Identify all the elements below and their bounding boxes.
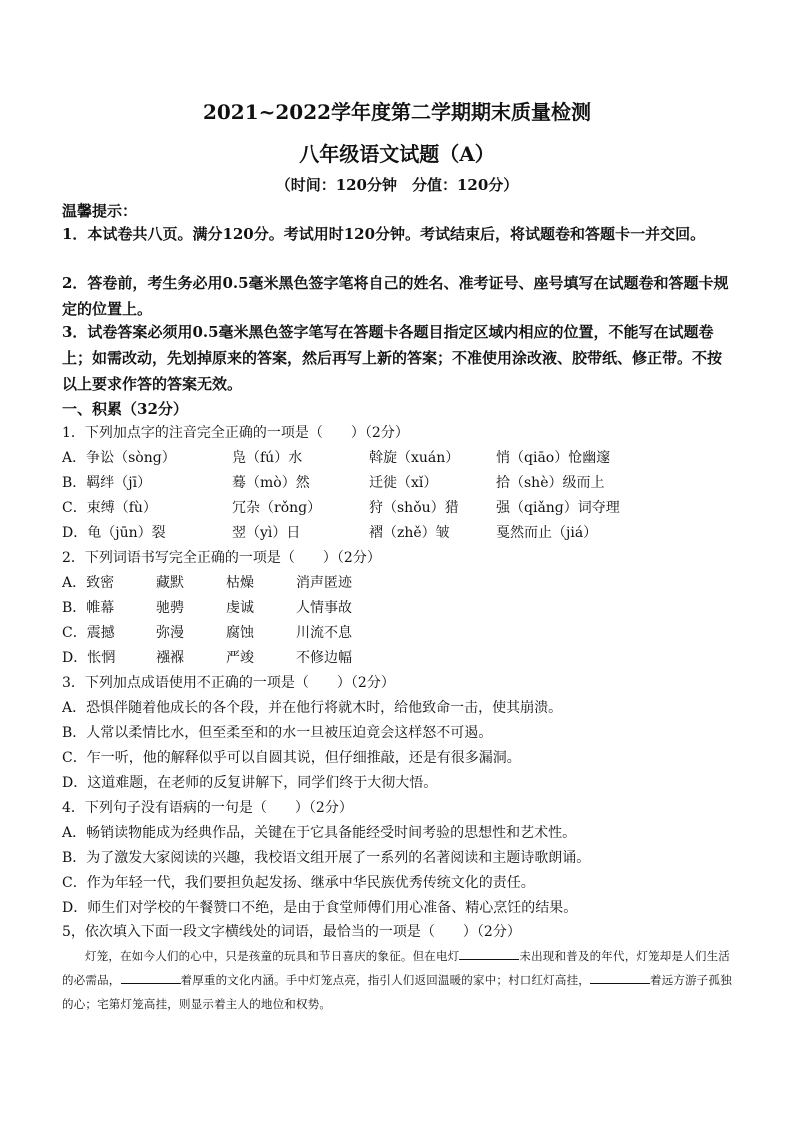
q1-option-cell: 翌（yì）日	[232, 525, 301, 541]
q2-option-cell: 弥漫	[156, 625, 184, 641]
q2-option-cell: 虔诚	[226, 600, 254, 616]
q4-stem: 4．下列句子没有语病的一句是（ ）（2分）	[62, 800, 353, 816]
q1-option-cell: 斡旋（xuán）	[369, 450, 460, 466]
passage-text: 未出现和普及的年代，灯笼却是人们生活的必需品，	[62, 949, 731, 987]
q2-option-cell: 腐蚀	[226, 625, 254, 641]
passage-text: 灯笼，在如今人们的心中，只是孩童的玩具和节日喜庆的象征。但在电灯	[85, 949, 460, 963]
tip-item-3: 3．试卷答案必须用0.5毫米黑色签字笔写在答题卡各题目指定区域内相应的位置，不能写在试题卷上；如需改动，先划掉原来的答案，然后再写上新的答案；不准使用涂改液、胶带纸、修正带。不按以上要求作答的答案无效。	[62, 323, 723, 393]
q1-option-cell: 狩（shǒu）猎	[369, 500, 459, 516]
q2-option-cell: A．致密	[62, 575, 115, 591]
q2-option-cell: 严竣	[226, 650, 254, 666]
q2-option-cell: 人情事故	[296, 600, 352, 616]
exam-title: 2021~2022学年度第二学期期末质量检测	[202, 100, 592, 124]
q5-passage	[62, 944, 734, 1016]
q1-option-cell: 冗杂（rǒnɡ）	[232, 500, 322, 516]
fill-blank-3	[590, 972, 650, 984]
q2-option-cell: 不修边幅	[296, 650, 352, 666]
q4-option: A．畅销读物能成为经典作品，关键在于它具备能经受时间考验的思想性和艺术性。	[62, 825, 577, 841]
q1-option-cell: D．龟（jūn）裂	[62, 525, 166, 541]
section-heading: 一、积累（32分）	[62, 400, 188, 418]
q2-stem: 2．下列词语书写完全正确的一项是（ ）（2分）	[62, 550, 381, 566]
q3-option: C．乍一听，他的解释似乎可以自圆其说，但仔细推敲，还是有很多漏洞。	[62, 750, 521, 766]
q4-option: C．作为年轻一代，我们要担负起发扬、继承中华民族优秀传统文化的责任。	[62, 875, 535, 891]
q2-option-cell: D．怅惘	[62, 650, 116, 666]
q1-option-cell: 拾（shè）级而上	[496, 475, 605, 491]
q2-option-cell: 枯燥	[226, 575, 254, 591]
passage-text: 着厚重的文化内涵。手中灯笼点亮，指引人们返回温暖的家中；村口红灯高挂，	[180, 973, 590, 987]
tip-item-2: 2．答卷前，考生务必用0.5毫米黑色签字笔将自己的姓名、准考证号、座号填写在试题卷和答题卡规定的位置上。	[62, 274, 729, 318]
q2-option-cell: 消声匿迹	[296, 575, 352, 591]
q2-option-cell: B．帷幕	[62, 600, 115, 616]
time-info: （时间：120分钟 分值：120分）	[275, 176, 519, 194]
q2-option-cell: 襁褓	[156, 650, 184, 666]
q4-option: B．为了激发大家阅读的兴趣，我校语文组开展了一系列的名著阅读和主题诗歌朗诵。	[62, 850, 591, 866]
q1-stem: 1．下列加点字的注音完全正确的一项是（ ）（2分）	[62, 425, 409, 441]
q2-option-cell: 驰骋	[156, 600, 184, 616]
q3-option: D．这道难题，在老师的反复讲解下，同学们终于大彻大悟。	[62, 775, 438, 791]
q1-option-cell: 强（qiǎnɡ）词夺理	[496, 500, 620, 516]
q1-option-cell: 凫（fú）水	[232, 450, 303, 466]
q1-option-cell: C．束缚（fù）	[62, 500, 157, 516]
tip-item-1: 1．本试卷共八页。满分120分。考试用时120分钟。考试结束后，将试题卷和答题卡一并交回。	[62, 225, 706, 243]
q3-option: B．人常以柔情比水，但至柔至和的水一旦被压迫竟会这样怒不可遏。	[62, 725, 493, 741]
q3-option: A．恐惧伴随着他成长的各个段，并在他行将就木时，给他致命一击，使其崩溃。	[62, 700, 563, 716]
q1-option-cell: B．羁绊（jī）	[62, 475, 152, 491]
exam-subtitle: 八年级语文试题（A）	[299, 142, 495, 166]
q4-option: D．师生们对学校的午餐赞口不绝，是由于食堂师傅们用心准备、精心烹饪的结果。	[62, 900, 578, 916]
fill-blank-2	[121, 972, 181, 984]
q1-option-cell: 戛然而止（jiá）	[496, 525, 598, 541]
q1-option-cell: 悄（qiāo）怆幽邃	[496, 450, 611, 466]
q2-option-cell: 藏默	[156, 575, 184, 591]
q2-option-cell: C．震撼	[62, 625, 115, 641]
q1-option-cell: 迁徙（xǐ）	[369, 475, 438, 491]
q1-option-cell: 蓦（mò）然	[232, 475, 310, 491]
q1-option-cell: A．争讼（sònɡ）	[62, 450, 176, 466]
q3-stem: 3．下列加点成语使用不正确的一项是（ ）（2分）	[62, 675, 395, 691]
fill-blank-1	[459, 948, 519, 960]
q2-option-cell: 川流不息	[296, 625, 352, 641]
q5-stem: 5，依次填入下面一段文字横线处的词语，最恰当的一项是（ ）（2分）	[62, 924, 521, 940]
tips-heading: 温馨提示：	[62, 202, 138, 220]
passage-text: 着远方游子孤独的心；宅第灯笼高挂，则显示着主人的地位和权势。	[62, 973, 732, 1011]
q1-option-cell: 褶（zhě）皱	[369, 525, 450, 541]
